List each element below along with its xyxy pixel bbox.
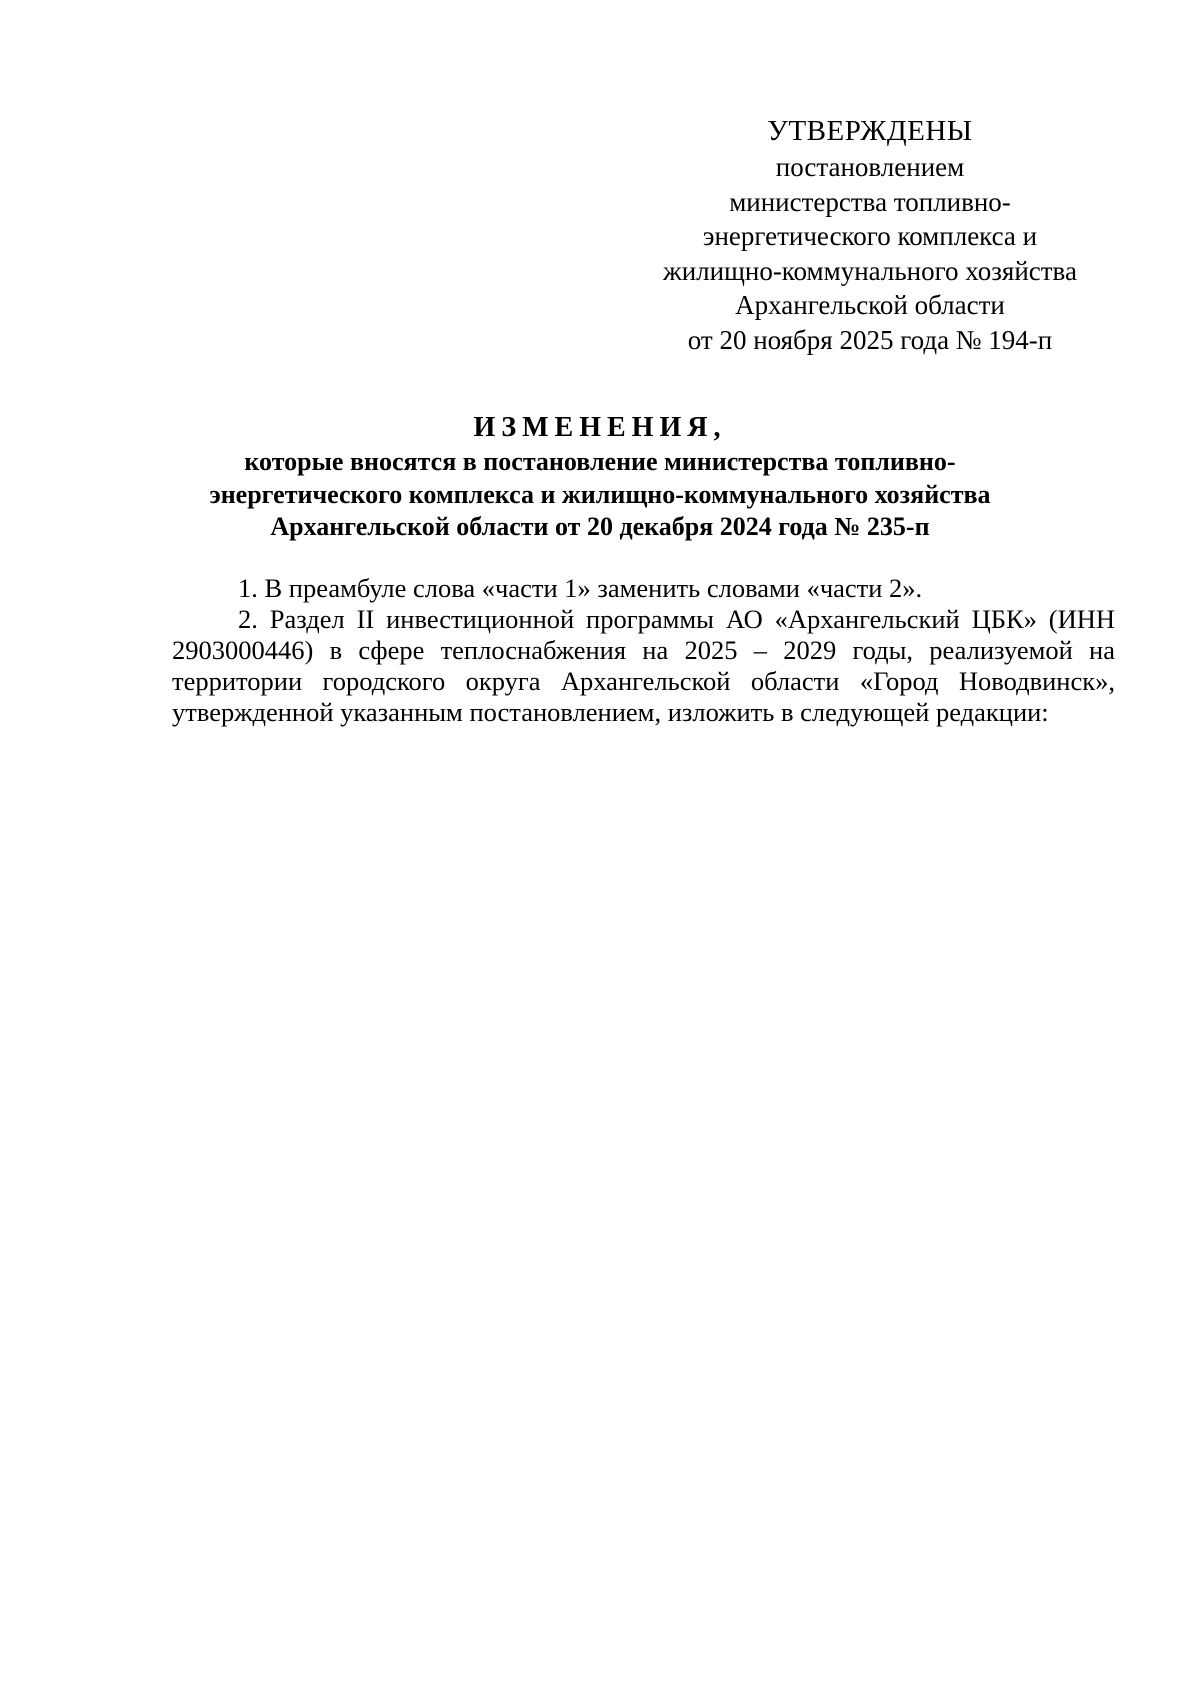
document-title: ИЗМЕНЕНИЯ, (473, 412, 727, 443)
paragraph-1: 1. В преамбуле слова «части 1» заменить словами «части 2». (238, 573, 923, 603)
approval-line: постановлением (775, 152, 965, 182)
heading-line: энергетического комплекса и жилищно-коммунального хозяйства (209, 479, 991, 509)
document-body (172, 573, 1115, 728)
approval-line: от 20 ноября 2025 года № 194-п (687, 324, 1053, 355)
approval-block (620, 112, 1120, 357)
approval-line: Архангельской области (735, 290, 1005, 320)
approval-line: энергетического комплекса и (702, 221, 1038, 251)
paragraph-2: 2. Раздел II инвестиционной программы АО «Архангельский ЦБК» (ИНН 2903000446) в сфере теплоснабжения на 2025 – 2029 годы, реализуемой на территории городского округа Архангельской области «Город Новодвинск», утвержденной указанным постановлением, изложить в следующей редакции: (172, 604, 1115, 727)
heading-line: Архангельской области от 20 декабря 2024 года № 235-п (270, 512, 930, 541)
approval-line: министерства топливно- (729, 186, 1011, 217)
heading-line: которые вносятся в постановление министерства топливно- (244, 447, 956, 476)
approval-title: УТВЕРЖДЕНЫ (767, 115, 973, 147)
changes-heading (160, 410, 1040, 544)
approval-line: жилищно-коммунального хозяйства (663, 255, 1077, 286)
